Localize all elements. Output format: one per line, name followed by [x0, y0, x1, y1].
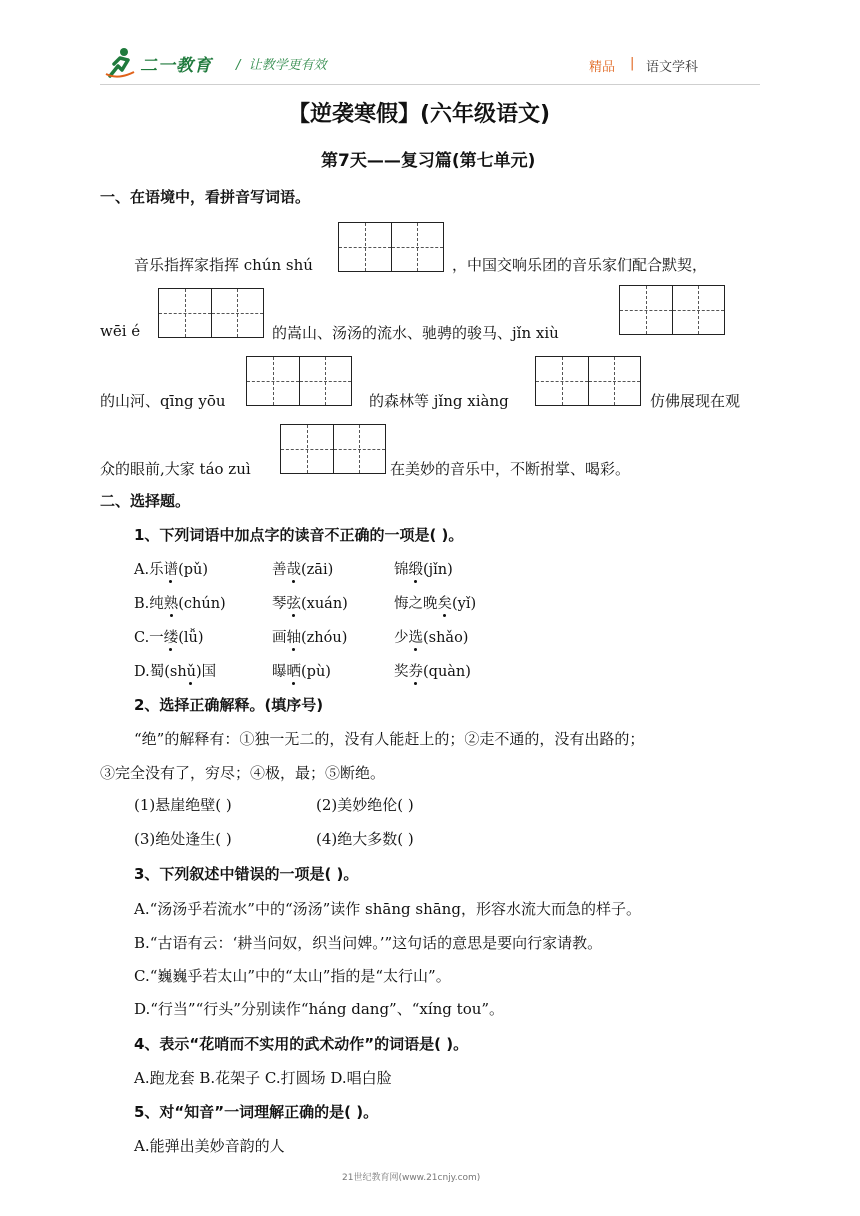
- question-1-option-d-word-2: [272, 660, 331, 681]
- question-2-stem: 2、选择正确解释。(填序号): [134, 696, 324, 714]
- question-2-item2[interactable]: (2)美妙绝伦( ): [316, 796, 414, 814]
- text-line1-a: 音乐指挥家指挥 chún shú: [134, 256, 313, 274]
- question-3-option-c[interactable]: C.“巍巍乎若太山”中的“太山”指的是“太行山”。: [134, 967, 451, 985]
- answer-box-6[interactable]: [280, 424, 386, 474]
- question-1-option-b-word-1[interactable]: [134, 592, 226, 613]
- question-2-def-line2: ③完全没有了，穷尽；④极，最；⑤断绝。: [100, 764, 386, 782]
- site-logo: [104, 44, 344, 84]
- word-prefix: 善: [272, 562, 287, 578]
- question-1-option-d-word-1[interactable]: [134, 660, 216, 681]
- question-2-def-line1: “绝”的解释有：①独一无二的，没有人能赶上的；②走不通的，没有出路的；: [134, 730, 645, 748]
- dotted-character: 晒: [287, 660, 302, 681]
- runner-icon: [104, 46, 138, 80]
- dotted-character: 矣: [438, 592, 453, 613]
- word-prefix: 锦: [394, 562, 409, 578]
- pinyin-reading: (zhóu): [301, 630, 348, 646]
- text-line3-a: 的山河、qīng yōu: [100, 392, 226, 410]
- pinyin-reading: (shǎo): [423, 630, 469, 646]
- question-2-item1[interactable]: (1)悬崖绝壁( ): [134, 796, 232, 814]
- text-line4-a: 众的眼前,大家 táo zuì: [100, 460, 251, 478]
- question-4-options[interactable]: A.跑龙套 B.花架子 C.打圆场 D.唱白脸: [134, 1069, 392, 1087]
- question-1-option-c-word-2: [272, 626, 347, 647]
- question-3-option-a[interactable]: A.“汤汤乎若流水”中的“汤汤”读作 shāng shāng，形容水流大而急的样子。: [134, 900, 641, 918]
- dotted-character: 谱: [164, 558, 179, 579]
- answer-box-1[interactable]: [338, 222, 444, 272]
- pinyin-reading: (jǐn): [423, 562, 453, 578]
- pinyin-reading: (lǚ): [178, 630, 204, 646]
- word-prefix: C.一: [134, 630, 164, 646]
- premium-tag: 精品: [589, 60, 616, 75]
- pinyin-reading: (yǐ): [452, 596, 477, 612]
- answer-box-4[interactable]: [246, 356, 352, 406]
- word-prefix: 画: [272, 630, 287, 646]
- pinyin-reading: (pù): [301, 664, 331, 680]
- text-line4-b: 在美妙的音乐中，不断拊掌、喝彩。: [390, 460, 631, 478]
- dotted-character: 缎: [409, 558, 424, 579]
- answer-box-2[interactable]: [158, 288, 264, 338]
- text-line2-a: wēi é: [100, 322, 141, 340]
- question-5-option-a[interactable]: A.能弹出美妙音韵的人: [134, 1137, 285, 1155]
- pinyin-reading: (quàn): [423, 664, 471, 680]
- text-line2-b: 的嵩山、汤汤的流水、驰骋的骏马、jǐn xiù: [272, 324, 559, 342]
- logo-text: 二一教育: [140, 56, 212, 76]
- answer-box-3[interactable]: [619, 285, 725, 335]
- text-line3-c: 仿佛展现在观: [650, 392, 741, 410]
- page-footer: 21世纪教育网(www.21cnjy.com): [342, 1173, 481, 1183]
- subject-label: 语文学科: [646, 60, 699, 75]
- slogan-text: 让教学更有效: [248, 58, 327, 73]
- logo-slogan: / 让教学更有效: [236, 58, 327, 73]
- pinyin-reading: (chún): [178, 596, 226, 612]
- question-1-stem: 1、下列词语中加点字的读音不正确的一项是( )。: [134, 526, 464, 544]
- dotted-character: 弦: [287, 592, 302, 613]
- question-1-option-c-word-3: [394, 626, 468, 647]
- question-1-option-b-word-3: [394, 592, 476, 613]
- answer-box-5[interactable]: [535, 356, 641, 406]
- question-2-item4[interactable]: (4)绝大多数( ): [316, 830, 414, 848]
- dotted-character: 选: [409, 626, 424, 647]
- header-divider: [100, 84, 760, 85]
- question-1-option-d-word-3: [394, 660, 471, 681]
- question-1-option-a-word-2: [272, 558, 333, 579]
- dotted-character: (shǔ)国: [164, 660, 216, 681]
- question-4-stem: 4、表示“花哨而不实用的武术动作”的词语是( )。: [134, 1035, 469, 1053]
- word-prefix: 琴: [272, 596, 287, 612]
- dotted-character: 哉: [287, 558, 302, 579]
- word-prefix: 悔之晚: [394, 596, 438, 612]
- question-3-option-b[interactable]: B.“古语有云：‘耕当问奴，织当问婢。’”这句话的意思是要向行家请教。: [134, 934, 603, 952]
- dotted-character: 熟: [164, 592, 179, 613]
- question-5-stem: 5、对“知音”一词理解正确的是( )。: [134, 1103, 379, 1121]
- section-heading-2: 二、选择题。: [100, 492, 191, 510]
- question-1-option-c-word-1[interactable]: [134, 626, 203, 647]
- word-prefix: 奖: [394, 664, 409, 680]
- page-subtitle: 第7天——复习篇(第七单元): [321, 151, 536, 171]
- question-1-option-a-word-1[interactable]: [134, 558, 208, 579]
- word-prefix: D.蜀: [134, 664, 165, 680]
- question-1-option-a-word-3: [394, 558, 453, 579]
- pinyin-reading: (pǔ): [178, 562, 209, 578]
- dotted-character: 券: [409, 660, 424, 681]
- word-prefix: 曝: [272, 664, 287, 680]
- header-separator: |: [630, 56, 635, 71]
- question-1-option-b-word-2: [272, 592, 348, 613]
- pinyin-reading: (xuán): [301, 596, 348, 612]
- word-prefix: 少: [394, 630, 409, 646]
- dotted-character: 缕: [164, 626, 179, 647]
- text-line1-b: ，中国交响乐团的音乐家们配合默契，: [452, 256, 708, 274]
- question-3-stem: 3、下列叙述中错误的一项是( )。: [134, 865, 359, 883]
- word-prefix: A.乐: [134, 562, 164, 578]
- text-line3-b: 的森林等 jǐng xiàng: [369, 392, 509, 410]
- question-2-item3[interactable]: (3)绝处逢生( ): [134, 830, 232, 848]
- dotted-character: 轴: [287, 626, 302, 647]
- question-3-option-d[interactable]: D.“行当”“行头”分别读作“háng dang”、“xíng tou”。: [134, 1000, 505, 1018]
- pinyin-reading: (zāi): [301, 562, 334, 578]
- page-title: 【逆袭寒假】(六年级语文): [288, 102, 551, 127]
- section-heading-1: 一、在语境中，看拼音写词语。: [100, 188, 311, 206]
- word-prefix: B.纯: [134, 596, 164, 612]
